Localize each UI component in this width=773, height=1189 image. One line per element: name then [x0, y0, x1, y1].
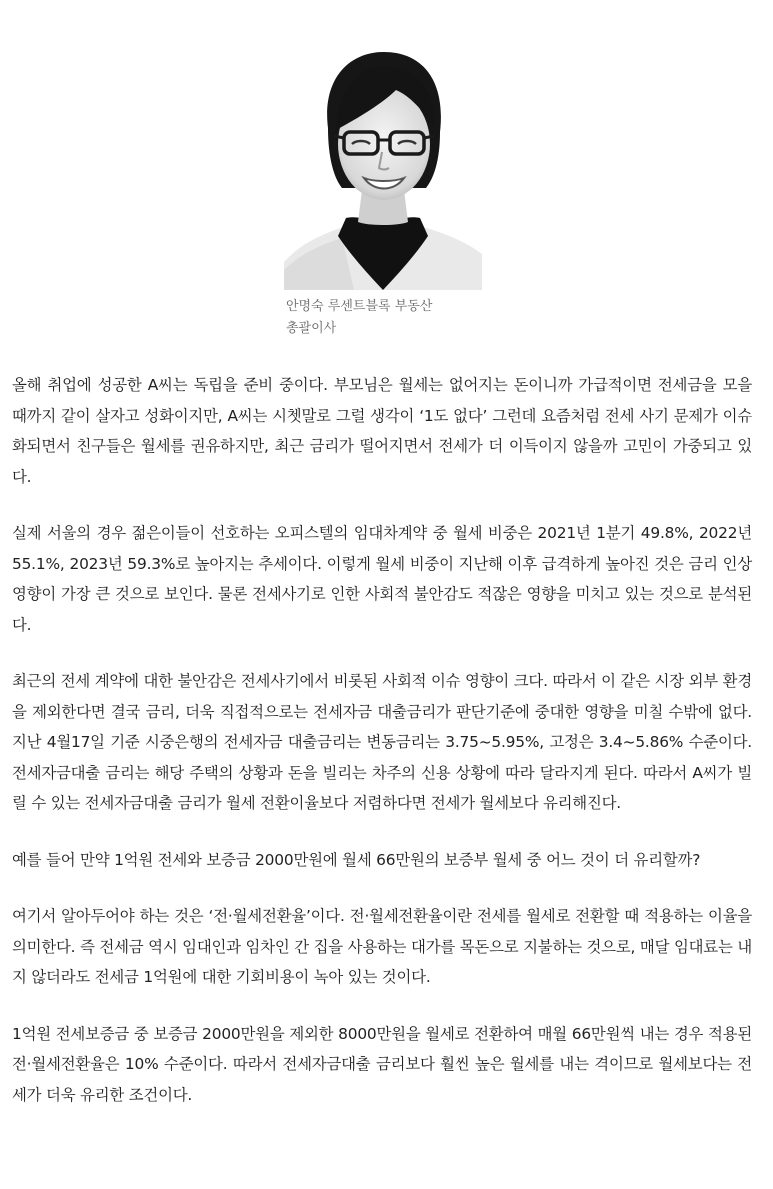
- article-paragraph: 실제 서울의 경우 젊은이들이 선호하는 오피스텔의 임대차계약 중 월세 비중은 2021년 1분기 49.8%, 2022년 55.1%, 2023년 59.3%로 높아지는 추세이다. 이렇게 월세 비중이 지난해 이후 급격하게 높아진 것은 금리 인상 영향이 가장 큰 것으로 보인다. 물론 전세사기로 인한 사회적 불안감도 적잖은 영향을 미치고 있는 것으로 분석된다.: [12, 524, 752, 634]
- article-paragraph: 1억원 전세보증금 중 보증금 2000만원을 제외한 8000만원을 월세로 전환하여 매월 66만원씩 내는 경우 적용된 전·월세전환율은 10% 수준이다. 따라서 전세자금대출 금리보다 훨씬 높은 월세를 내는 격이므로 월세보다는 전세가 더욱 유리한 조건이다.: [12, 1024, 752, 1104]
- article-paragraph: 여기서 알아두어야 하는 것은 ‘전·월세전환율’이다. 전·월세전환율이란 전세를 월세로 전환할 때 적용하는 이율을 의미한다. 즉 전세금 역시 임대인과 임차인 간 집을 사용하는 대가를 목돈으로 지불하는 것으로, 매달 임대료는 내지 않더라도 전세금 1억원에 대한 기회비용이 녹아 있는 것이다.: [12, 907, 752, 986]
- author-portrait-image: [284, 40, 482, 290]
- article-paragraph: 올해 취업에 성공한 A씨는 독립을 준비 중이다. 부모님은 월세는 없어지는 돈이니까 가급적이면 전세금을 모을 때까지 같이 살자고 성화이지만, A씨는 시쳇말로 그럴 생각이 ‘1도 없다’ 그런데 요즘처럼 전세 사기 문제가 이슈화되면서 친구들은 월세를 권유하지만, 최근 금리가 떨어지면서 전세가 더 이득이지 않을까 고민이 가중되고 있다.: [12, 376, 752, 486]
- article-paragraph: 예를 들어 만약 1억원 전세와 보증금 2000만원에 월세 66만원의 보증부 월세 중 어느 것이 더 유리할까?: [12, 850, 701, 869]
- article-body: [12, 370, 752, 1136]
- author-photo: [284, 40, 482, 290]
- photo-caption: 안명숙 루센트블록 부동산 총괄이사: [286, 299, 433, 336]
- article-paragraph: 최근의 전세 계약에 대한 불안감은 전세사기에서 비롯된 사회적 이슈 영향이 크다. 따라서 이 같은 시장 외부 환경을 제외한다면 결국 금리, 더욱 직접적으로는 전세자금 대출금리가 판단기준에 중대한 영향을 미칠 수밖에 없다. 지난 4월17일 기준 시중은행의 전세자금 대출금리는 변동금리는 3.75~5.95%, 고정은 3.4~5.86% 수준이다. 전세자금대출 금리는 해당 주택의 상황과 돈을 빌리는 차주의 신용 상황에 따라 달라지게 된다. 따라서 A씨가 빌릴 수 있는 전세자금대출 금리가 월세 전환이율보다 저렴하다면 전세가 월세보다 유리해진다.: [12, 672, 752, 812]
